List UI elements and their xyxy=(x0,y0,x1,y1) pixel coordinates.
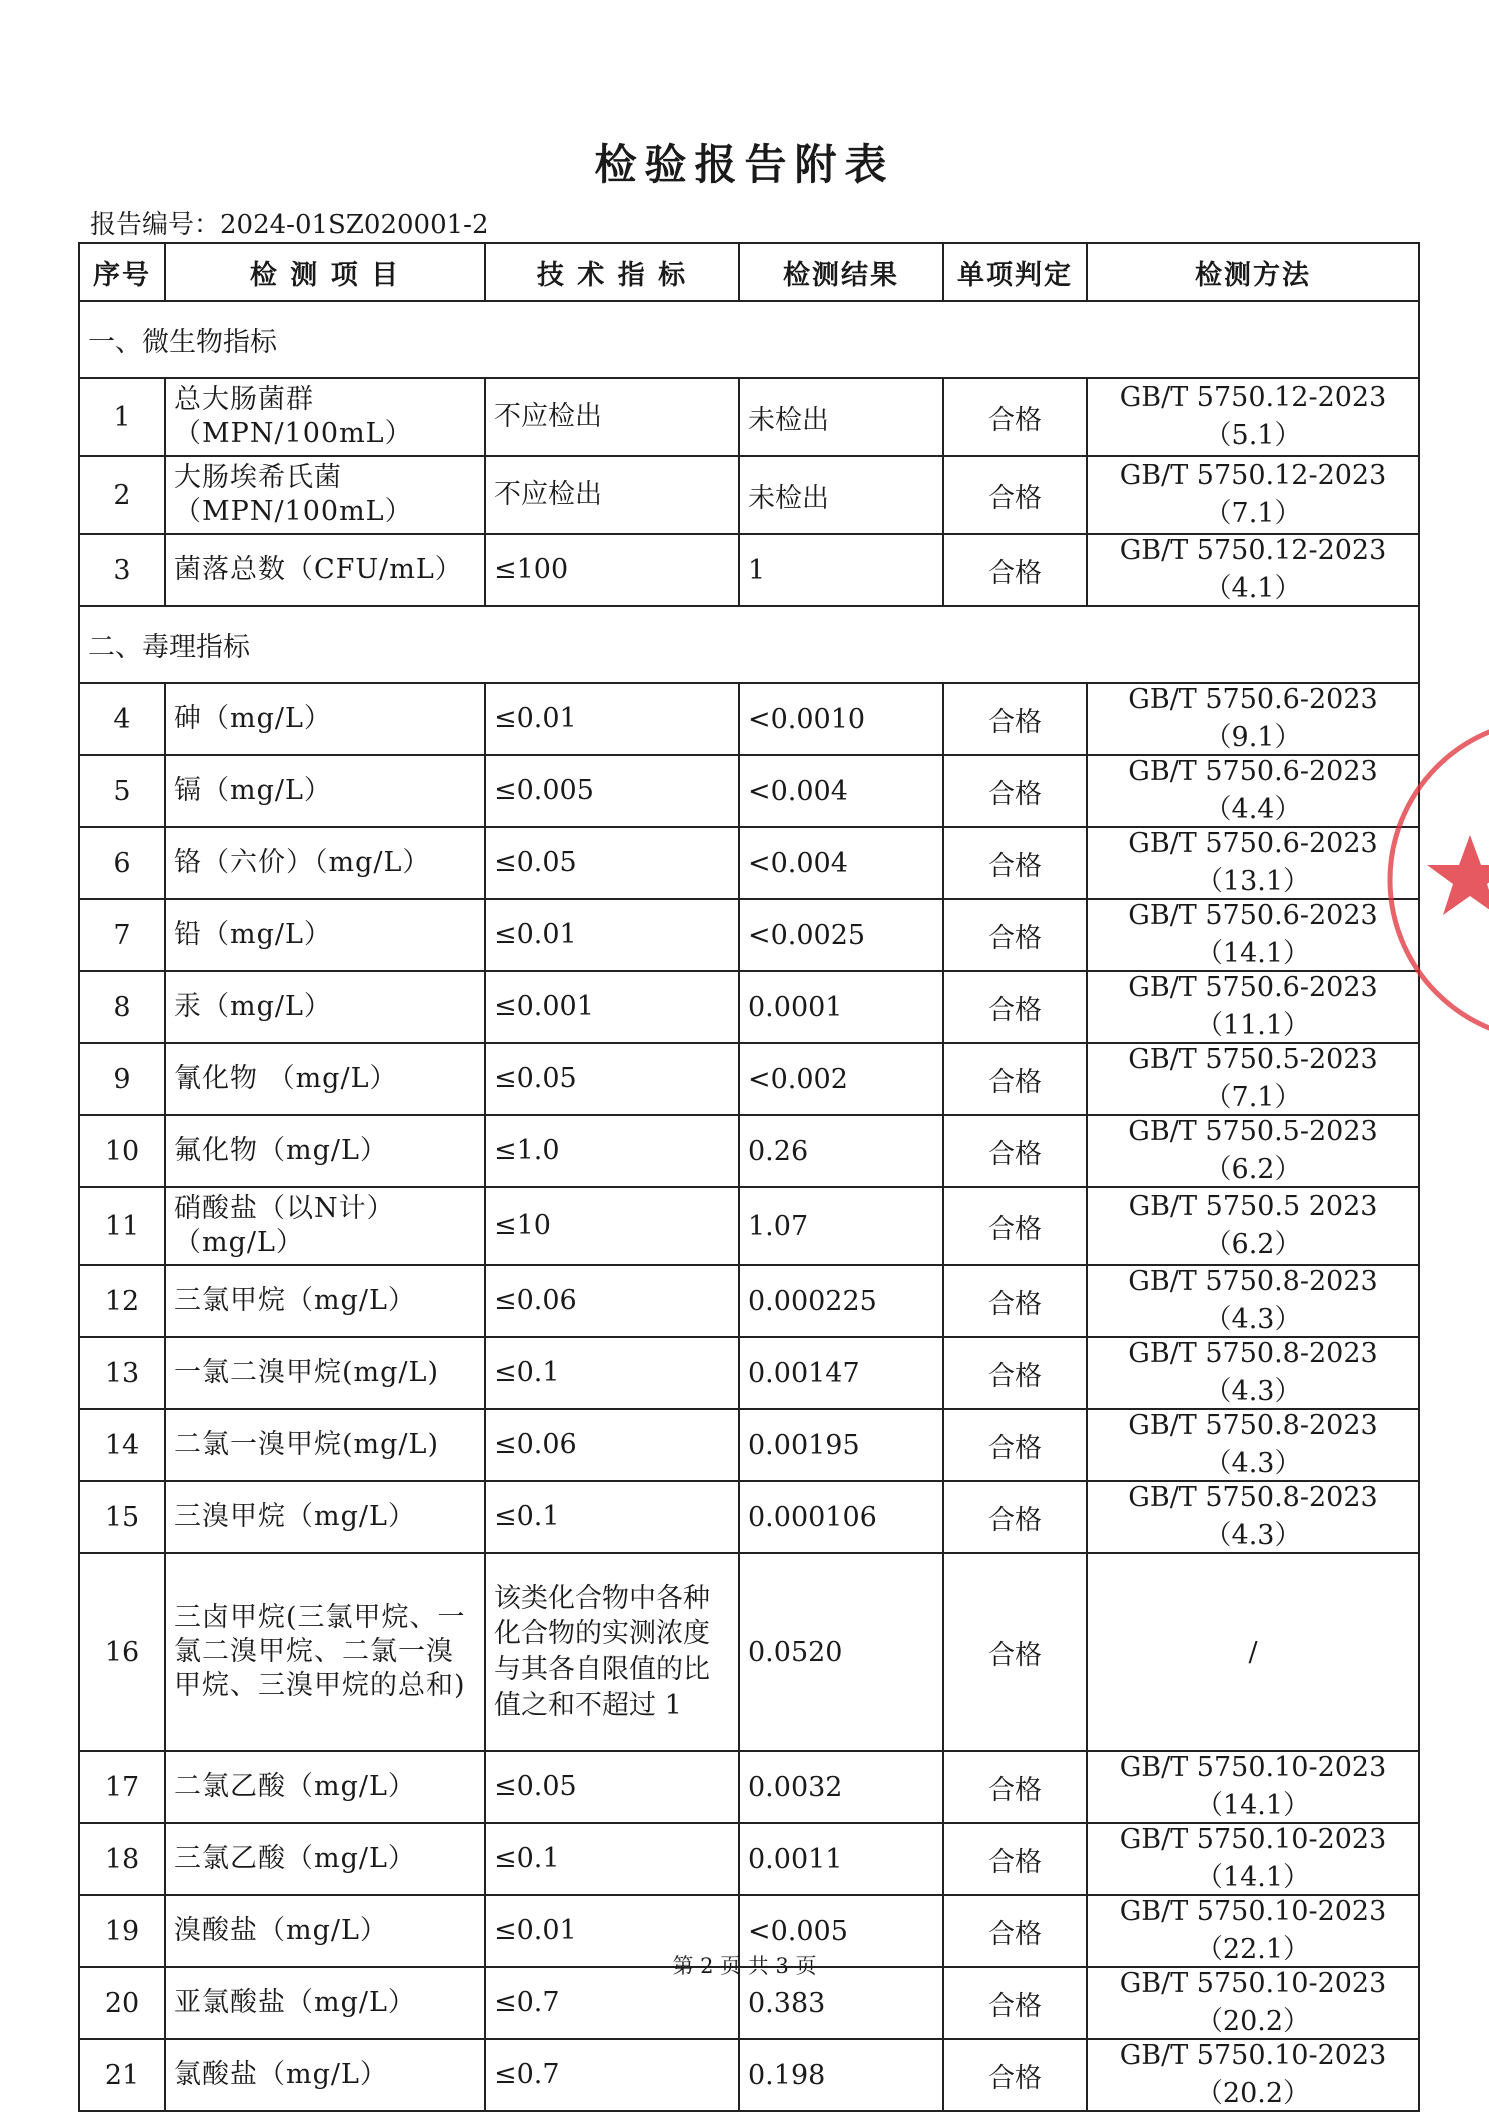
cell-item: 二氯一溴甲烷(mg/L) xyxy=(165,1409,485,1481)
cell-result: 0.0520 xyxy=(739,1553,943,1751)
cell-no: 4 xyxy=(79,683,165,755)
table-row xyxy=(79,1187,1419,1265)
cell-item: 氟化物（mg/L） xyxy=(165,1115,485,1187)
cell-spec: ≤0.7 xyxy=(485,1967,739,2039)
cell-no: 13 xyxy=(79,1337,165,1409)
cell-result: 1.07 xyxy=(739,1187,943,1265)
table-row xyxy=(79,2039,1419,2111)
table-row xyxy=(79,1481,1419,1553)
cell-result: 0.26 xyxy=(739,1115,943,1187)
cell-item: 铬（六价）（mg/L） xyxy=(165,827,485,899)
cell-item: 一氯二溴甲烷(mg/L) xyxy=(165,1337,485,1409)
table-row xyxy=(79,1265,1419,1337)
cell-spec: ≤0.01 xyxy=(485,1895,739,1967)
cell-judge: 合格 xyxy=(943,1823,1087,1895)
col-header-no: 序号 xyxy=(79,243,165,301)
cell-item: 三溴甲烷（mg/L） xyxy=(165,1481,485,1553)
cell-judge: 合格 xyxy=(943,378,1087,456)
cell-no: 1 xyxy=(79,378,165,456)
cell-result: 未检出 xyxy=(739,456,943,534)
cell-method: / xyxy=(1087,1553,1419,1751)
cell-result: 未检出 xyxy=(739,378,943,456)
cell-no: 8 xyxy=(79,971,165,1043)
cell-spec: ≤0.01 xyxy=(485,899,739,971)
cell-item: 二氯乙酸（mg/L） xyxy=(165,1751,485,1823)
cell-no: 14 xyxy=(79,1409,165,1481)
cell-result: 0.0011 xyxy=(739,1823,943,1895)
cell-spec: ≤1.0 xyxy=(485,1115,739,1187)
cell-spec: ≤0.001 xyxy=(485,971,739,1043)
table-row xyxy=(79,827,1419,899)
cell-item: 镉（mg/L） xyxy=(165,755,485,827)
cell-method: GB/T 5750.6-2023（14.1） xyxy=(1087,899,1419,971)
cell-method: GB/T 5750.10-2023（22.1） xyxy=(1087,1895,1419,1967)
cell-spec: ≤0.06 xyxy=(485,1409,739,1481)
cell-judge: 合格 xyxy=(943,1409,1087,1481)
table-row xyxy=(79,378,1419,456)
col-header-spec: 技 术 指 标 xyxy=(485,243,739,301)
cell-judge: 合格 xyxy=(943,1751,1087,1823)
report-table xyxy=(78,242,1420,2112)
cell-judge: 合格 xyxy=(943,1187,1087,1265)
table-row xyxy=(79,971,1419,1043)
cell-item: 菌落总数（CFU/mL） xyxy=(165,534,485,606)
table-row xyxy=(79,683,1419,755)
cell-spec: 不应检出 xyxy=(485,378,739,456)
cell-judge: 合格 xyxy=(943,1967,1087,2039)
cell-result: 0.00195 xyxy=(739,1409,943,1481)
table-row xyxy=(79,1337,1419,1409)
cell-method: GB/T 5750.8-2023（4.3） xyxy=(1087,1265,1419,1337)
cell-method: GB/T 5750.5-2023（7.1） xyxy=(1087,1043,1419,1115)
cell-spec: ≤10 xyxy=(485,1187,739,1265)
cell-spec: ≤0.7 xyxy=(485,2039,739,2111)
table-body xyxy=(79,301,1419,2111)
cell-judge: 合格 xyxy=(943,534,1087,606)
cell-spec: ≤0.05 xyxy=(485,827,739,899)
table-row xyxy=(79,1553,1419,1751)
cell-judge: 合格 xyxy=(943,1481,1087,1553)
cell-no: 15 xyxy=(79,1481,165,1553)
cell-judge: 合格 xyxy=(943,1553,1087,1751)
cell-result: 0.0001 xyxy=(739,971,943,1043)
cell-item: 氰化物 （mg/L） xyxy=(165,1043,485,1115)
cell-spec: ≤0.005 xyxy=(485,755,739,827)
cell-result: 0.383 xyxy=(739,1967,943,2039)
cell-result: 0.0032 xyxy=(739,1751,943,1823)
cell-judge: 合格 xyxy=(943,1895,1087,1967)
official-seal xyxy=(1380,710,1489,1050)
cell-method: GB/T 5750.6-2023（9.1） xyxy=(1087,683,1419,755)
cell-item: 铅（mg/L） xyxy=(165,899,485,971)
cell-no: 18 xyxy=(79,1823,165,1895)
section-microbial-label: 一、微生物指标 xyxy=(79,301,1419,378)
table-row xyxy=(79,755,1419,827)
cell-result: <0.002 xyxy=(739,1043,943,1115)
cell-item: 三氯甲烷（mg/L） xyxy=(165,1265,485,1337)
cell-result: <0.004 xyxy=(739,755,943,827)
cell-no: 12 xyxy=(79,1265,165,1337)
cell-judge: 合格 xyxy=(943,683,1087,755)
cell-item: 三氯乙酸（mg/L） xyxy=(165,1823,485,1895)
page-title: 检验报告附表 xyxy=(594,140,895,189)
cell-judge: 合格 xyxy=(943,899,1087,971)
cell-method: GB/T 5750.12-2023（7.1） xyxy=(1087,456,1419,534)
table-row xyxy=(79,1043,1419,1115)
table-row xyxy=(79,534,1419,606)
table-row xyxy=(79,899,1419,971)
section-toxicology-label: 二、毒理指标 xyxy=(79,606,1419,683)
cell-no: 10 xyxy=(79,1115,165,1187)
cell-spec: ≤0.05 xyxy=(485,1043,739,1115)
cell-item: 砷（mg/L） xyxy=(165,683,485,755)
cell-spec: 该类化合物中各种化合物的实测浓度与其各自限值的比值之和不超过 1 xyxy=(485,1553,739,1751)
cell-no: 11 xyxy=(79,1187,165,1265)
cell-judge: 合格 xyxy=(943,2039,1087,2111)
cell-spec: ≤0.05 xyxy=(485,1751,739,1823)
cell-item: 总大肠菌群（MPN/100mL） xyxy=(165,378,485,456)
cell-result: 0.198 xyxy=(739,2039,943,2111)
section-toxicology xyxy=(79,606,1419,683)
cell-result: 0.000106 xyxy=(739,1481,943,1553)
cell-method: GB/T 5750.5-2023（6.2） xyxy=(1087,1115,1419,1187)
col-header-result: 检测结果 xyxy=(739,243,943,301)
cell-no: 19 xyxy=(79,1895,165,1967)
cell-spec: ≤0.06 xyxy=(485,1265,739,1337)
cell-item: 三卤甲烷(三氯甲烷、一氯二溴甲烷、二氯一溴甲烷、三溴甲烷的总和) xyxy=(165,1553,485,1751)
cell-spec: ≤0.1 xyxy=(485,1337,739,1409)
cell-judge: 合格 xyxy=(943,1265,1087,1337)
table-row xyxy=(79,1751,1419,1823)
cell-no: 3 xyxy=(79,534,165,606)
cell-result: 0.00147 xyxy=(739,1337,943,1409)
cell-item: 亚氯酸盐（mg/L） xyxy=(165,1967,485,2039)
section-microbial xyxy=(79,301,1419,378)
cell-judge: 合格 xyxy=(943,1115,1087,1187)
table-row xyxy=(79,1823,1419,1895)
cell-judge: 合格 xyxy=(943,755,1087,827)
table-row xyxy=(79,1409,1419,1481)
table-row xyxy=(79,456,1419,534)
cell-no: 2 xyxy=(79,456,165,534)
cell-spec: ≤100 xyxy=(485,534,739,606)
cell-spec: 不应检出 xyxy=(485,456,739,534)
cell-no: 17 xyxy=(79,1751,165,1823)
cell-no: 6 xyxy=(79,827,165,899)
cell-item: 氯酸盐（mg/L） xyxy=(165,2039,485,2111)
cell-item: 溴酸盐（mg/L） xyxy=(165,1895,485,1967)
cell-result: 0.000225 xyxy=(739,1265,943,1337)
star-icon xyxy=(1427,835,1489,915)
cell-judge: 合格 xyxy=(943,456,1087,534)
cell-no: 16 xyxy=(79,1553,165,1751)
cell-method: GB/T 5750.6-2023（11.1） xyxy=(1087,971,1419,1043)
cell-result: <0.005 xyxy=(739,1895,943,1967)
cell-method: GB/T 5750.10-2023（20.2） xyxy=(1087,2039,1419,2111)
cell-result: <0.0025 xyxy=(739,899,943,971)
page-footer: 第 2 页 共 3 页 xyxy=(672,1954,817,1978)
col-header-judge: 单项判定 xyxy=(943,243,1087,301)
cell-no: 20 xyxy=(79,1967,165,2039)
cell-spec: ≤0.01 xyxy=(485,683,739,755)
cell-method: GB/T 5750.8-2023（4.3） xyxy=(1087,1409,1419,1481)
cell-result: <0.004 xyxy=(739,827,943,899)
cell-judge: 合格 xyxy=(943,1043,1087,1115)
cell-method: GB/T 5750.8-2023（4.3） xyxy=(1087,1481,1419,1553)
col-header-method: 检测方法 xyxy=(1087,243,1419,301)
cell-spec: ≤0.1 xyxy=(485,1481,739,1553)
report-number: 报告编号：2024-01SZ020001-2 xyxy=(90,210,489,240)
cell-no: 21 xyxy=(79,2039,165,2111)
cell-method: GB/T 5750.6-2023（13.1） xyxy=(1087,827,1419,899)
cell-item: 汞（mg/L） xyxy=(165,971,485,1043)
cell-result: 1 xyxy=(739,534,943,606)
cell-item: 大肠埃希氏菌（MPN/100mL） xyxy=(165,456,485,534)
cell-judge: 合格 xyxy=(943,1337,1087,1409)
cell-item: 硝酸盐（以N计）（mg/L） xyxy=(165,1187,485,1265)
table-header-row xyxy=(79,243,1419,301)
cell-method: GB/T 5750.12-2023（5.1） xyxy=(1087,378,1419,456)
table-row xyxy=(79,1115,1419,1187)
cell-method: GB/T 5750.6-2023（4.4） xyxy=(1087,755,1419,827)
cell-method: GB/T 5750.10-2023（14.1） xyxy=(1087,1823,1419,1895)
cell-no: 7 xyxy=(79,899,165,971)
col-header-item: 检 测 项 目 xyxy=(165,243,485,301)
cell-spec: ≤0.1 xyxy=(485,1823,739,1895)
cell-method: GB/T 5750.10-2023（20.2） xyxy=(1087,1967,1419,2039)
cell-method: GB/T 5750.8-2023（4.3） xyxy=(1087,1337,1419,1409)
cell-judge: 合格 xyxy=(943,971,1087,1043)
cell-method: GB/T 5750.12-2023（4.1） xyxy=(1087,534,1419,606)
cell-result: <0.0010 xyxy=(739,683,943,755)
cell-no: 5 xyxy=(79,755,165,827)
cell-method: GB/T 5750.5 2023（6.2） xyxy=(1087,1187,1419,1265)
cell-judge: 合格 xyxy=(943,827,1087,899)
cell-method: GB/T 5750.10-2023（14.1） xyxy=(1087,1751,1419,1823)
cell-no: 9 xyxy=(79,1043,165,1115)
